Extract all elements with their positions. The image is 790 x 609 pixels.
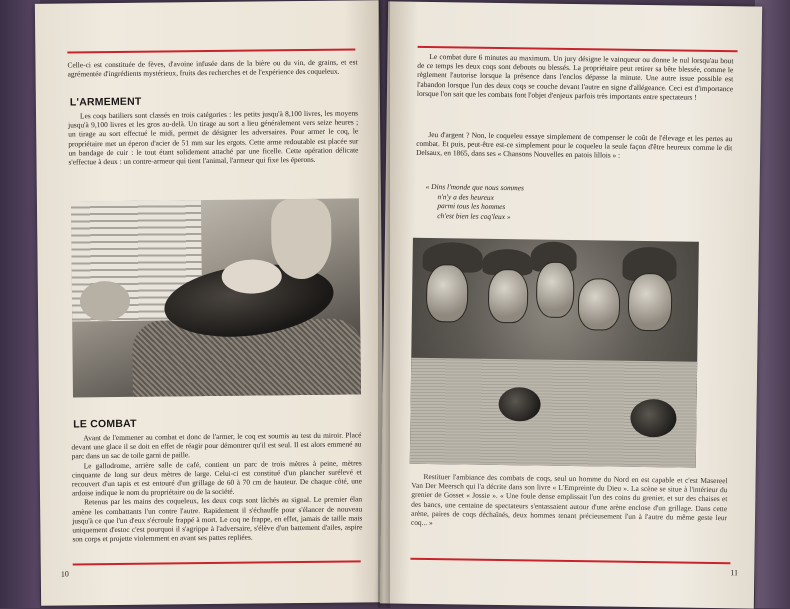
combat-paragraph-1: Avant de l'emmener au combat et donc de l'armer, le coq est soumis au test du miroir. Placé devant une glace il se doit en effet de réagir pour démontrer qu'il est seul. Il est alors emmené au parc dans un sac de toile garni de paille. <box>71 430 362 461</box>
right-page <box>380 1 762 608</box>
bottom-rule-right <box>410 558 730 564</box>
illustration-caption: Restituer l'ambiance des combats de coqs, seul un homme du Nord en est capable et c'est Masereel Van Der Meersch qui l'a décrite dans son livre « L'Empreinte du Dieu ». La scène se situe à l'intérieur du grenier de Gosset « Jossie ». « Une foule dense emplissait l'un des coins du grenier, et sur des chaises et des bancs, une centaine de spectateurs s'entassaient autour d'une arène enclose d'un grillage. Dans cette arène, paires de coqs déchaînés, deux hommes tenant précieusement l'un à l'autre du même geste leur coq... » <box>410 471 728 528</box>
spectator-face-1 <box>426 264 469 323</box>
background-left <box>0 0 40 608</box>
fighting-cock-right <box>630 399 677 438</box>
poem-line-4: ch'est bien les coq'leux » <box>437 210 511 221</box>
page-number-right: 11 <box>730 568 739 578</box>
top-rule-left <box>67 48 355 53</box>
rooster-arming-photo <box>71 198 361 397</box>
page-number-left: 10 <box>60 569 69 579</box>
armement-paragraph: Les coqs batiliers sont classés en trois catégories : les petits jusqu'à 8,100 livres, les moyens jusqu'à 9,100 livres et les gros au-delà. Un tirage au sort a lieu généralement vers seize heures ; un tirage au sort effectué le midi, permet de désigner les adversaires. Pour armer le coq, le propriétaire met un éperon d'acier de 51 mm sur les ergots. Cette arme redoutable est placée sur un bandage de cuir : le tout étant solidement attaché par une ficelle. Cette opération délicate s'effectue à deux : un contre-armeur qui tient l'animal, l'armeur qui fixe les éperons. <box>68 108 359 167</box>
bottom-rule-left <box>73 560 361 565</box>
poem-line-3: parmi tous les hommes <box>437 201 506 212</box>
heading-armement: L'ARMEMENT <box>69 95 142 109</box>
cockfight-illustration <box>410 238 699 468</box>
spectator-face-5 <box>628 273 673 332</box>
heading-combat: LE COMBAT <box>73 417 137 431</box>
book-gutter <box>378 0 390 608</box>
combat-section <box>71 430 362 543</box>
left-page <box>35 0 385 606</box>
right-paragraph-2: Jeu d'argent ? Non, le coqueleu essaye simplement de compenser le coût de l'élevage et les pertes au combat. Et puis, peut-être est-ce simplement pour le coqueleu la seule façon d'être heureux comme le dit Delsaux, en 1865, dans ses « Chansons Nouvelles en patois lillois » : <box>416 129 733 161</box>
spectator-face-3 <box>536 262 575 319</box>
poem-block <box>425 182 524 222</box>
combat-paragraph-2: Le gallodrome, arrière salle de café, contient un parc de trois mètres à peine, mètres cinquante de long sur deux mètres de large. Celui-ci est constitué d'un plancher surélevé et recouvert d'un tapis et est entouré d'un grillage de 60 à 70 cm de hauteur. De chaque côté, une ardoise indique le nom du propriétaire ou de la société. <box>71 458 362 498</box>
sleeve-shape <box>271 199 332 280</box>
spectator-face-2 <box>488 269 529 324</box>
spectator-face-4 <box>578 278 621 331</box>
fighting-cock-left <box>498 387 540 422</box>
intro-paragraph: Celle-ci est constituée de fèves, d'avoine infusée dans de la bière ou du vin, de grains, et est agrémentée d'ingrédients mystérieux, fruits des recherches et de l'expérience des coqueleux. <box>67 57 358 79</box>
poem-line-1: « Dins l'monde que nous sommes <box>425 181 524 193</box>
top-rule-right <box>418 46 738 52</box>
poem-line-2: n'n'y a des heureux <box>437 191 495 202</box>
right-paragraph-1: Le combat dure 6 minutes au maximum. Un jury désigne le vainqueur ou donne le nul lorsqu'au bout de ce temps les deux coqs sont debouts ou blessés. La propriétaire peut retirer sa bête blessée, comme le règlement l'autorise lorsque la présence dans l'enclos dépasse la minute. Une autre issue possible est l'abandon lorsque l'un des deux coqs se couche devant l'autre en signe d'allégeance. Ceci est d'importance lorsque l'on sait que les combats font l'objet d'enjeux parfois très importants entre spectateurs ! <box>416 51 734 102</box>
combat-paragraph-3: Retenus par les mains des coqueleux, les deux coqs sont lâchés au signal. Le premier élan amène les combattants l'un contre l'autre. Rapidement il s'échauffe pour s'élancer de nouveau jusqu'à ce que l'un d'eux s'écroule frappé à mort. Le coq ne frappe, en effet, jamais de taille mais uniquement d'estoc c'est pourquoi il s'agrippe à l'adversaire, s'élève d'un battement d'ailes, aspire son corps et projette violemment en avant ses pattes repliées. <box>72 494 363 544</box>
